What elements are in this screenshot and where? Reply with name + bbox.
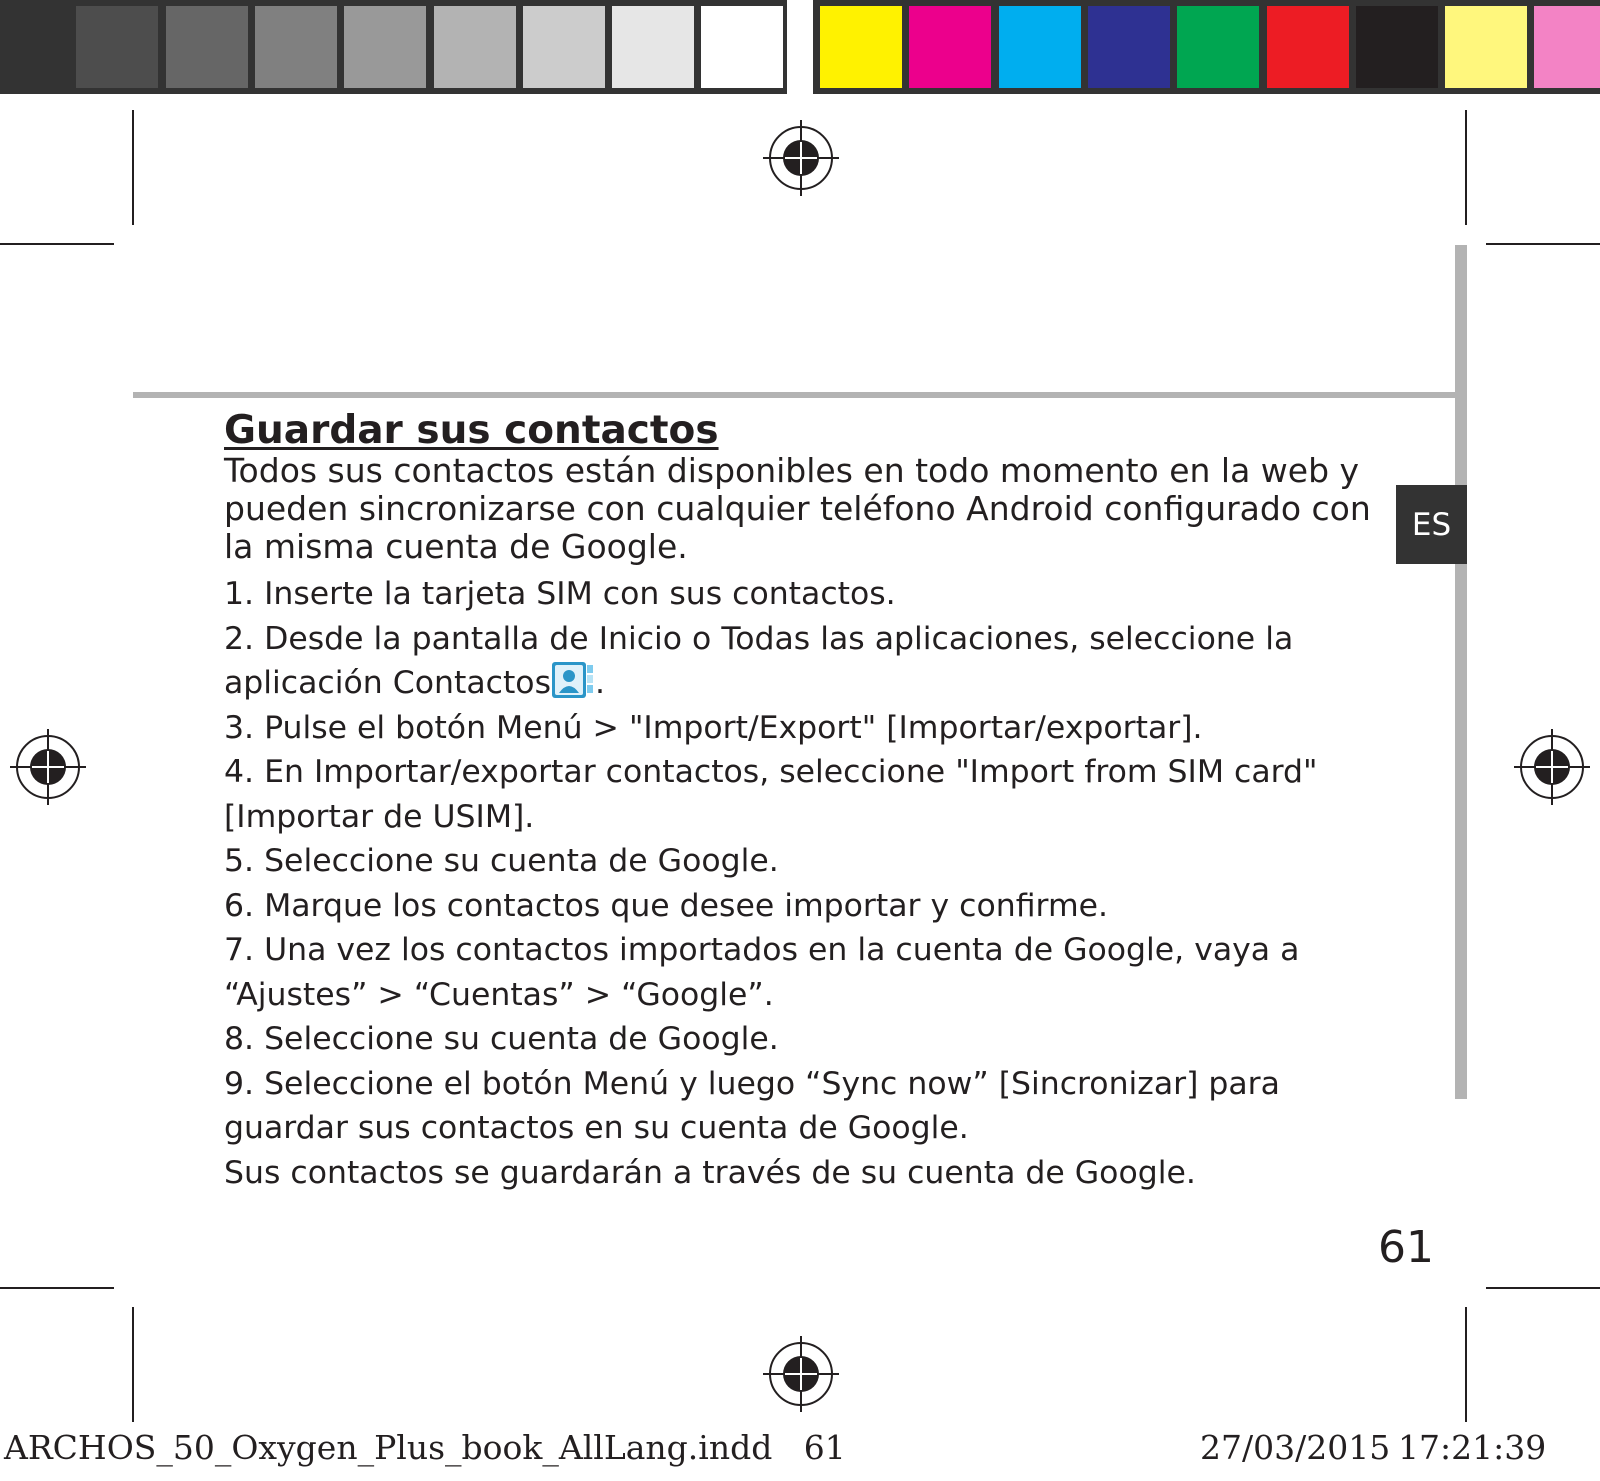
crop-mark-bottom-right-horizontal <box>1486 1287 1600 1289</box>
grayscale-swatch-9 <box>701 6 783 88</box>
step-5: 5. Seleccione su cuenta de Google. <box>224 843 779 879</box>
color-swatch-5 <box>1177 6 1259 88</box>
step-2-period: . <box>594 665 605 701</box>
color-swatch-2 <box>909 6 991 88</box>
step-2 <box>224 617 1384 706</box>
crop-mark-top-right-vertical <box>1465 110 1467 225</box>
intro-paragraph: Todos sus contactos están disponibles en todo momento en la web y pueden sincronizarse con cualquier teléfono Android configurado con la misma cuenta de Google. <box>224 451 1371 566</box>
grayscale-swatch-1 <box>0 6 69 88</box>
grayscale-swatch-8 <box>612 6 694 88</box>
step-6: 6. Marque los contactos que desee importar y confirme. <box>224 887 1109 924</box>
step-9: 9. Seleccione el botón Menú y luego “Sync now” [Sincronizar] para guardar sus contactos en su cuenta de Google. <box>224 1065 1280 1146</box>
step-8: 8. Seleccione su cuenta de Google. <box>224 1021 779 1057</box>
registration-mark-right-icon <box>1514 729 1590 805</box>
step-2-text: 2. Desde la pantalla de Inicio o Todas las aplicaciones, seleccione la aplicación Contactos <box>224 620 1294 701</box>
step-3: 3. Pulse el botón Menú > "Import/Export" [Importar/exportar]. <box>224 709 1203 746</box>
contacts-app-icon <box>551 661 595 699</box>
step-4: 4. En Importar/exportar contactos, seleccione "Import from SIM card" [Importar de USIM]. <box>224 754 1318 835</box>
crop-mark-bottom-right-vertical <box>1465 1307 1467 1422</box>
crop-mark-top-left-vertical <box>132 110 134 225</box>
slug-date: 27/03/2015 <box>1200 1428 1391 1467</box>
grayscale-swatch-5 <box>344 6 426 88</box>
registration-mark-left-icon <box>10 729 86 805</box>
color-swatch-4 <box>1088 6 1170 88</box>
slug-file-name: ARCHOS_50_Oxygen_Plus_book_AllLang.indd 61 <box>4 1428 846 1467</box>
steps-list <box>224 572 1384 1195</box>
grayscale-swatch-3 <box>166 6 248 88</box>
color-swatch-7 <box>1356 6 1438 88</box>
crop-mark-bottom-left-horizontal <box>0 1287 114 1289</box>
step-1: 1. Inserte la tarjeta SIM con sus contactos. <box>224 576 896 612</box>
grayscale-swatch-4 <box>255 6 337 88</box>
side-rule <box>1455 245 1467 1099</box>
crop-mark-top-left-horizontal <box>0 243 114 245</box>
color-swatch-9 <box>1534 6 1600 88</box>
color-swatch-1 <box>820 6 902 88</box>
page-number: 61 <box>1378 1222 1434 1273</box>
registration-mark-top-icon <box>763 120 839 196</box>
step-7: 7. Una vez los contactos importados en la cuenta de Google, vaya a “Ajustes” > “Cuentas” > “Google”. <box>224 932 1300 1013</box>
color-swatch-3 <box>999 6 1081 88</box>
color-swatch-6 <box>1267 6 1349 88</box>
closing-line: Sus contactos se guardarán a través de su cuenta de Google. <box>224 1154 1196 1191</box>
grayscale-swatch-6 <box>434 6 516 88</box>
language-tab: ES <box>1396 485 1467 564</box>
top-rule <box>133 392 1465 398</box>
registration-mark-bottom-icon <box>763 1336 839 1412</box>
slug-time: 17:21:39 <box>1398 1428 1547 1467</box>
grayscale-swatch-2 <box>76 6 158 88</box>
grayscale-swatch-7 <box>523 6 605 88</box>
page-title: Guardar sus contactos <box>224 408 719 453</box>
crop-mark-bottom-left-vertical <box>132 1307 134 1422</box>
crop-mark-top-right-horizontal <box>1486 243 1600 245</box>
color-swatch-8 <box>1445 6 1527 88</box>
